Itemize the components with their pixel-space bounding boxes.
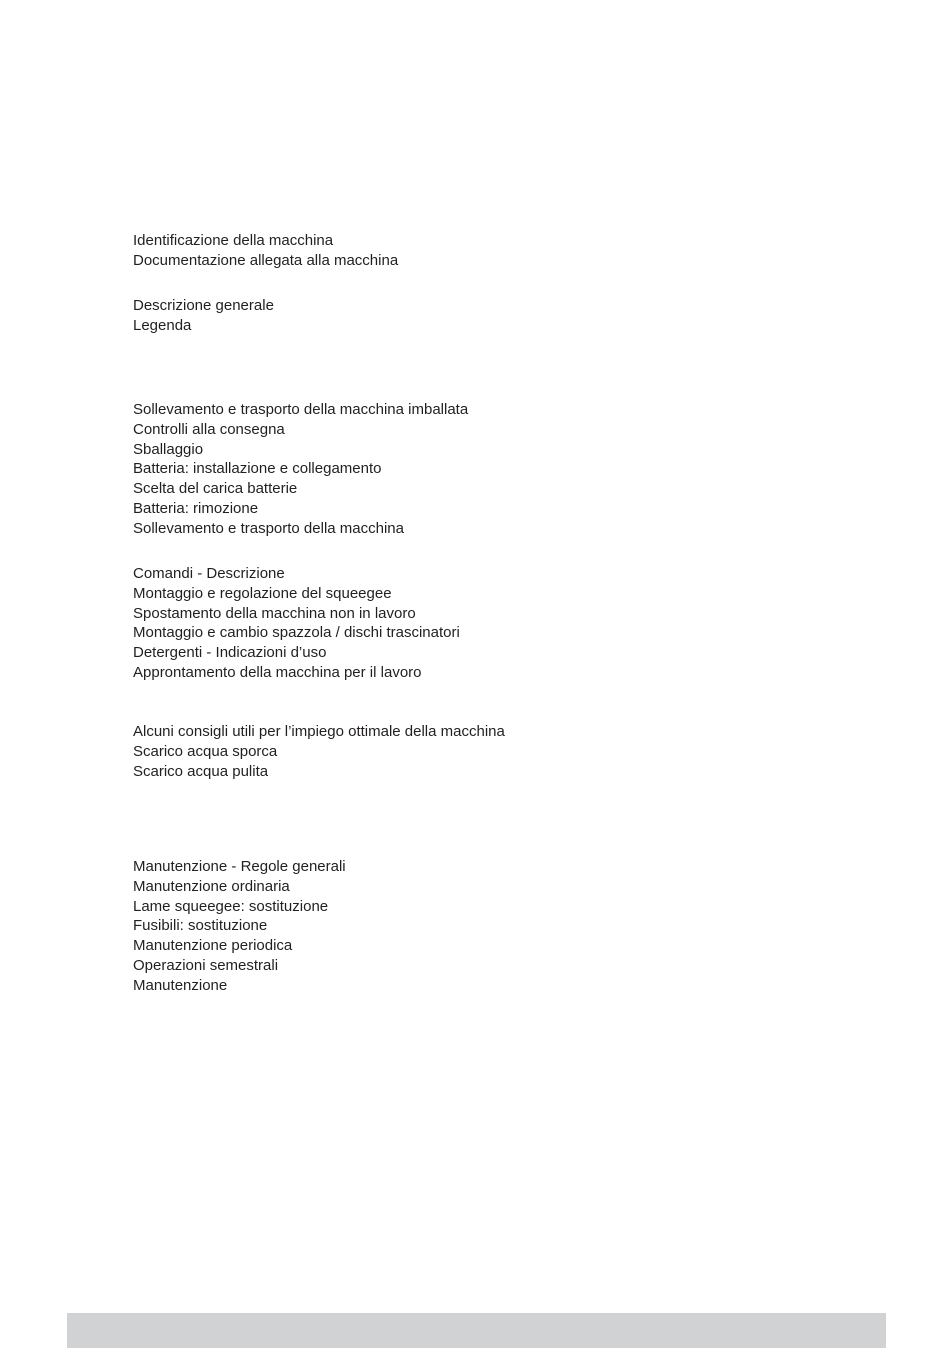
toc-item-battery-removal: Batteria: rimozione [133, 499, 259, 517]
toc-group-handling [133, 400, 468, 539]
toc-item-legend: Legenda [133, 316, 192, 334]
toc-item-machine-setup: Approntamento della macchina per il lavoro [133, 663, 422, 681]
toc-item-fuses: Fusibili: sostituzione [133, 917, 268, 935]
toc-item-maintenance: Manutenzione [133, 976, 228, 994]
toc-group-identification [133, 231, 398, 271]
toc-item-moving-machine: Spostamento della macchina non in lavoro [133, 604, 416, 622]
toc-group-maintenance [133, 857, 346, 996]
toc-item-brush-mounting: Montaggio e cambio spazzola / dischi trascinatori [133, 624, 460, 642]
toc-item-delivery-checks: Controlli alla consegna [133, 420, 285, 438]
toc-group-preparation [133, 564, 460, 683]
toc-group-description [133, 296, 274, 336]
toc-item-routine-maintenance: Manutenzione ordinaria [133, 877, 290, 895]
toc-item-machine-identification: Identificazione della macchina [133, 232, 334, 249]
footer-bar [67, 1313, 886, 1348]
toc-item-controls-description: Comandi - Descrizione [133, 565, 285, 582]
toc-group-operation [133, 722, 505, 781]
toc-item-periodic-maintenance: Manutenzione periodica [133, 937, 293, 955]
toc-item-attached-documentation: Documentazione allegata alla macchina [133, 251, 399, 269]
toc-item-usage-tips: Alcuni consigli utili per l’impiego ottimale della macchina [133, 723, 505, 740]
toc-item-detergents: Detergenti - Indicazioni d’uso [133, 644, 327, 662]
toc-item-general-description: Descrizione generale [133, 297, 274, 314]
toc-item-lifting-machine: Sollevamento e trasporto della macchina [133, 519, 404, 537]
toc-item-squeegee-blades: Lame squeegee: sostituzione [133, 897, 329, 915]
toc-item-squeegee-mounting: Montaggio e regolazione del squeegee [133, 584, 392, 602]
toc-item-charger-choice: Scelta del carica batterie [133, 480, 298, 498]
toc-item-dirty-water-drain: Scarico acqua sporca [133, 742, 278, 760]
toc-item-lifting-packed-machine: Sollevamento e trasporto della macchina imballata [133, 401, 469, 418]
toc-item-semiannual-operations: Operazioni semestrali [133, 956, 279, 974]
toc-item-maintenance-rules: Manutenzione - Regole generali [133, 858, 346, 875]
toc-item-clean-water-drain: Scarico acqua pulita [133, 762, 269, 780]
toc-item-unpacking: Sballaggio [133, 440, 204, 458]
toc-item-battery-installation: Batteria: installazione e collegamento [133, 460, 382, 478]
